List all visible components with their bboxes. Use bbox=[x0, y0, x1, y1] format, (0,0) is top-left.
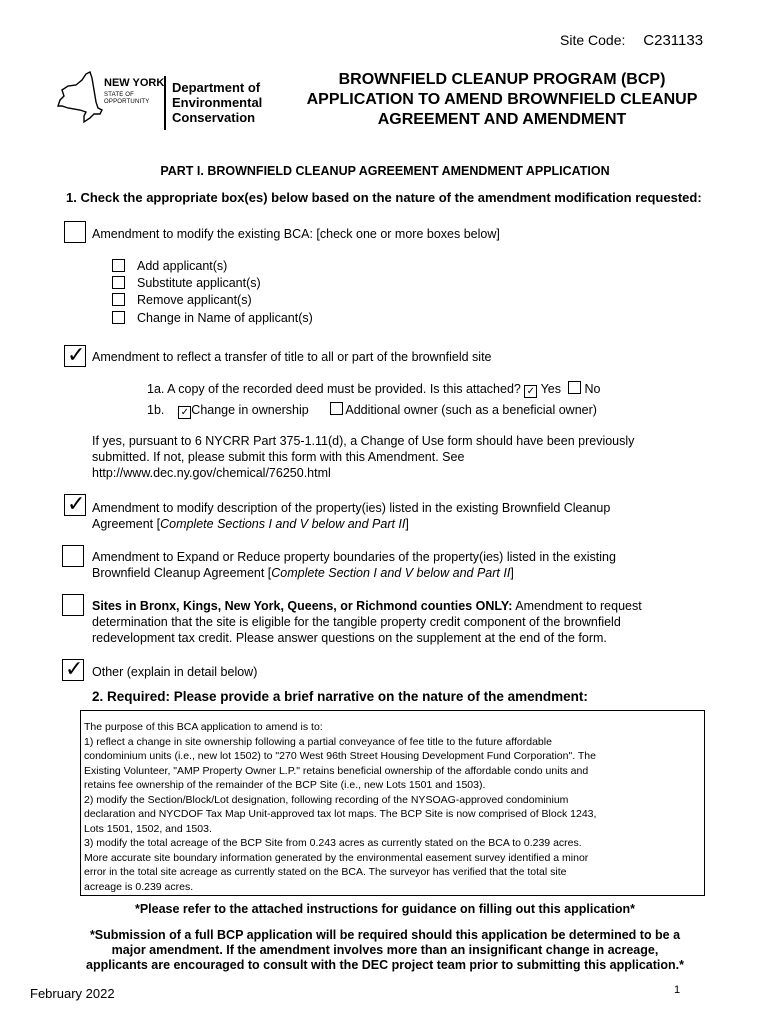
page-number: 1 bbox=[674, 984, 681, 996]
title-line3: AGREEMENT AND AMENDMENT bbox=[377, 111, 627, 128]
change-of-use-note bbox=[92, 433, 702, 481]
substitute-applicant-label: Substitute applicant(s) bbox=[137, 276, 261, 290]
check-mark-icon: ✓ bbox=[526, 386, 536, 397]
submission-note bbox=[40, 928, 730, 973]
narrative-line: The purpose of this BCA application to amend is to: bbox=[84, 721, 323, 733]
sites-counties-label bbox=[92, 598, 732, 646]
additional-owner-checkbox[interactable] bbox=[330, 402, 343, 415]
part1-heading: PART I. BROWNFIELD CLEANUP AGREEMENT AMENDMENT APPLICATION bbox=[160, 164, 610, 178]
change-name-label: Change in Name of applicant(s) bbox=[137, 311, 313, 325]
q1b-row bbox=[147, 402, 597, 419]
modify-description-line2a: Agreement [ bbox=[92, 517, 161, 531]
title-line2: APPLICATION TO AMEND BROWNFIELD CLEANUP bbox=[306, 91, 698, 108]
logo-dept-line3: Conservation bbox=[172, 110, 256, 125]
deed-question-row bbox=[147, 381, 600, 398]
site-code-value: C231133 bbox=[643, 32, 704, 49]
deed-no-checkbox[interactable] bbox=[568, 381, 581, 394]
check-mark-icon: ✓ bbox=[180, 407, 189, 418]
logo-state-name: NEW YORK bbox=[104, 77, 165, 89]
transfer-title-label: Amendment to reflect a transfer of title to all or part of the brownfield site bbox=[92, 350, 492, 364]
site-code-label: Site Code: bbox=[560, 32, 626, 48]
logo-tagline-line2: OPPORTUNITY bbox=[104, 99, 150, 105]
sites-counties-line3: redevelopment tax credit. Please answer questions on the supplement at the end of the form. bbox=[92, 631, 607, 645]
note-line1: If yes, pursuant to 6 NYCRR Part 375-1.11(d), a Change of Use form should have been previously bbox=[92, 434, 635, 448]
logo-state-tagline bbox=[104, 92, 149, 106]
check-mark-icon: ✓ bbox=[65, 657, 84, 682]
instructions-note: *Please refer to the attached instructions for guidance on filling out this application* bbox=[134, 902, 636, 916]
submission-line3: applicants are encouraged to consult with the DEC project team prior to submitting this application.* bbox=[86, 958, 684, 972]
modify-description-line1: Amendment to modify description of the property(ies) listed in the existing Brownfield Cleanup bbox=[92, 501, 611, 515]
note-line2: submitted. If not, please submit this form with this Amendment. See bbox=[92, 450, 465, 464]
add-applicant-checkbox[interactable] bbox=[112, 259, 125, 272]
narrative-line: 3) modify the total acreage of the BCP Site from 0.243 acres as currently stated on the BCA to 0.239 acres. bbox=[84, 837, 582, 849]
q1b-label: 1b. bbox=[147, 403, 165, 417]
modify-description-checkbox[interactable] bbox=[64, 494, 86, 516]
expand-reduce-line2a: Brownfield Cleanup Agreement [ bbox=[92, 566, 272, 580]
logo-tagline-line1: STATE OF bbox=[104, 92, 135, 98]
deed-question-text: 1a. A copy of the recorded deed must be provided. Is this attached? bbox=[147, 382, 521, 396]
sites-counties-line2: determination that the site is eligible for the tangible property credit component of the brownfield bbox=[92, 615, 621, 629]
expand-reduce-checkbox[interactable] bbox=[62, 545, 84, 567]
add-applicant-label: Add applicant(s) bbox=[137, 259, 228, 273]
expand-reduce-line1: Amendment to Expand or Reduce property boundaries of the property(ies) listed in the existing bbox=[92, 550, 616, 564]
modify-description-label bbox=[92, 500, 732, 532]
narrative-line: More accurate site boundary information generated by the environmental easement survey identified a minor bbox=[84, 851, 589, 864]
logo-dept-line1: Department of bbox=[172, 80, 261, 95]
title-line1: BROWNFIELD CLEANUP PROGRAM (BCP) bbox=[338, 71, 666, 88]
narrative-line: acreage is 0.239 acres. bbox=[84, 880, 194, 893]
site-code bbox=[560, 32, 703, 49]
modify-description-line2 bbox=[92, 516, 732, 532]
logo-department bbox=[172, 80, 262, 125]
narrative-line: condominium units (i.e., new lot 1502) to "270 West 96th Street Housing Development Fund Corporation". The bbox=[84, 750, 596, 762]
change-name-checkbox[interactable] bbox=[112, 311, 125, 324]
narrative-line: retains fee ownership of the remainder of the BCP Site (i.e., new Lots 1501 and 1503). bbox=[84, 779, 486, 791]
other-label: Other (explain in detail below) bbox=[92, 665, 258, 679]
expand-reduce-line2b: Complete Section I and V below and Part II bbox=[271, 566, 511, 580]
narrative-line: Lots 1501, 1502, and 1503. bbox=[84, 822, 212, 835]
note-link[interactable]: http://www.dec.ny.gov/chemical/76250.html bbox=[92, 466, 331, 480]
modify-description-line2c: ] bbox=[405, 517, 409, 531]
question1-heading: 1. Check the appropriate box(es) below based on the nature of the amendment modification requested: bbox=[66, 190, 702, 205]
change-ownership-label: Change in ownership bbox=[191, 403, 309, 417]
sites-counties-line1 bbox=[92, 598, 732, 614]
submission-line1: *Submission of a full BCP application will be required should this application be determined to be a bbox=[89, 928, 681, 942]
check-mark-icon: ✓ bbox=[67, 343, 86, 368]
question2-heading: 2. Required: Please provide a brief narrative on the nature of the amendment: bbox=[92, 689, 588, 704]
submission-line2: major amendment. If the amendment involves more than an insignificant change in acreage, bbox=[111, 943, 659, 957]
change-ownership-checkbox[interactable] bbox=[178, 406, 191, 419]
logo-dept-line2: Environmental bbox=[172, 95, 263, 110]
document-title bbox=[282, 70, 722, 130]
other-checkbox[interactable] bbox=[62, 659, 84, 681]
modify-bca-checkbox[interactable] bbox=[64, 221, 86, 243]
expand-reduce-line2c: ] bbox=[510, 566, 514, 580]
footer-date: February 2022 bbox=[30, 986, 115, 1001]
remove-applicant-label: Remove applicant(s) bbox=[137, 293, 252, 307]
transfer-title-checkbox[interactable] bbox=[64, 345, 86, 367]
logo-divider bbox=[164, 76, 166, 130]
deed-yes-checkbox[interactable] bbox=[524, 385, 537, 398]
remove-applicant-checkbox[interactable] bbox=[112, 293, 125, 306]
check-mark-icon: ✓ bbox=[67, 492, 86, 517]
sites-counties-rest: Amendment to request bbox=[512, 599, 642, 613]
expand-reduce-line2 bbox=[92, 565, 732, 581]
sites-counties-checkbox[interactable] bbox=[62, 594, 84, 616]
deed-no-label: No bbox=[584, 382, 601, 396]
expand-reduce-label bbox=[92, 549, 732, 581]
additional-owner-label: Additional owner (such as a beneficial owner) bbox=[345, 403, 597, 417]
modify-description-line2b: Complete Sections I and V below and Part II bbox=[160, 517, 406, 531]
narrative-line: declaration and NYCDOF Tax Map Unit-approved tax lot maps. The BCP Site is now comprised of Block 1243, bbox=[84, 808, 597, 820]
narrative-line: Existing Volunteer, "AMP Property Owner L.P." retains beneficial ownership of the affordable condo units and bbox=[84, 764, 589, 777]
narrative-line: 2) modify the Section/Block/Lot designation, following recording of the NYSOAG-approved condominium bbox=[84, 793, 569, 806]
narrative-textarea[interactable] bbox=[80, 710, 705, 896]
modify-bca-label: Amendment to modify the existing BCA: [check one or more boxes below] bbox=[92, 227, 500, 241]
deed-yes-label: Yes bbox=[540, 382, 561, 396]
new-york-state-outline-icon bbox=[56, 70, 106, 132]
substitute-applicant-checkbox[interactable] bbox=[112, 276, 125, 289]
narrative-line: 1) reflect a change in site ownership following a partial conveyance of fee title to the future affordable bbox=[84, 735, 552, 748]
sites-counties-bold: Sites in Bronx, Kings, New York, Queens, or Richmond counties ONLY: bbox=[92, 599, 513, 613]
narrative-line: error in the total site acreage as currently stated on the BCA. The surveyor has verified that the total site bbox=[84, 866, 567, 878]
dec-logo bbox=[56, 70, 266, 132]
